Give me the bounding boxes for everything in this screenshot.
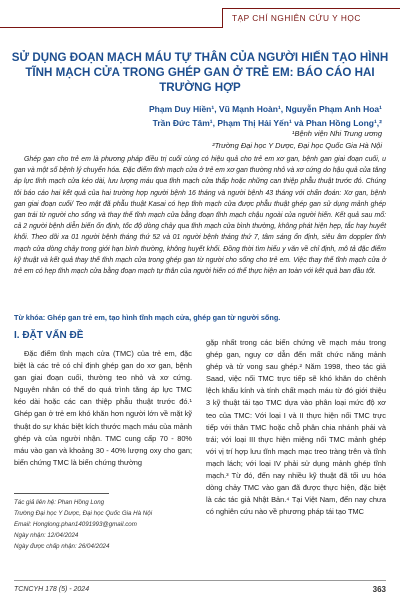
abstract: Ghép gan cho trẻ em là phương pháp điều trị cuối cùng có hiệu quả cho trẻ em xơ gan, bệnh gan giai đoạn cuối, u gan và một số bệnh lý chuyển hóa. Đặc điểm tĩnh mạch cửa ở trẻ em xơ gan thường nhỏ và xơ cứng do hậu quả của tăng áp lực tĩnh mạch cửa kéo dài, lưu lượng máu qua tĩnh mạch cửa thấp hoặc những can thiệp phẫu thuật trước đó. Chúng tôi báo cáo hai kết quả của hai trường hợp người bệnh 16 tháng và người bệnh 43 tháng với chẩn đoán: Xơ gan, bệnh gan giai đoạn cuối/ Teo mật đã phẫu thuật Kasai có hẹp tĩnh mạch cửa được phẫu thuật ghép gan sử dụng mảnh ghép gan trái từ người cho sống và thay thế tĩnh mạch cửa bằng đoạn tĩnh mạch chậu ngoài của người hiến. Kết quả sau mổ: cả 2 người bệnh diễn biến ổn định, tốc độ dòng chảy qua tĩnh mạch cửa bình thường, không phát hiện hẹp, tắc hay huyết khối. Theo dõi xa 01 người bệnh tháng thứ 52 và 01 người bệnh tháng thứ 7, tâm sáng ổn định, siêu âm doppler tĩnh mạch cửa dòng chảy trong giới hạn bình thường, không huyết khối. Đồng thời tìm hiểu y văn về chỉ định, mô tả đặc điểm kỹ thuật và kết quả thay thế tĩnh mạch cửa trong ghép gan từ người cho sống cho trẻ em. Việc thay thế tĩnh mạch cửa ở trẻ em có hẹp tĩnh mạch cửa bằng đoạn mạch tự thân của người hiến có thể thực hiện an toàn với kết quả ban đầu tốt. [14,156,386,276]
body-column-right: gặp nhất trong các biến chứng về mạch máu trong ghép gan, nguy cơ dẫn đến mất chức năng mảnh ghép và tử vong sau ghép.² Năm 1998, theo tác giả Saad, việc nối TMC trực tiếp sẽ khó khăn do chênh lệch khẩu kính và tính chất mạch máu từ đó giới thiệu 3 kỹ thuật tái tạo TMC dựa vào phân loại mức độ xơ teo của TMC: Với loại I và II thực hiện nối TMC trực tiếp với thân TMC hoặc chỗ phân chia nhánh phải và trái; với loại III thực hiện miệng nối TMC mảnh ghép với vị trí hợp lưu tĩnh mạch mạc treo tràng trên và tĩnh mạch lách; với loại IV phải sử dụng mảnh ghép tĩnh mạch.³ Từ đó, đến nay nhiều kỹ thuật đã tối ưu hóa dòng chảy TMC vào gan đã được thực hiện, đặc biệt là các tác giả Nhật Bản.⁴ Tại Việt Nam, đến nay chưa có nghiên cứu nào về phương pháp tái tạo TMC [206,338,386,517]
author-line-2: Trần Đức Tâm¹, Phạm Thị Hải Yến¹ và Phan Hồng Long¹,² [152,118,382,128]
keywords: Từ khóa: Ghép gan trẻ em, tạo hình tĩnh mạch cửa, ghép gan từ người sống. [14,313,281,322]
correspondence-footnote [14,497,194,552]
footnote-received: Ngày nhận: 12/04/2024 [14,532,79,539]
affiliation-2: ²Trường Đại học Y Dược, Đại học Quốc Gia Hà Nội [212,141,382,150]
page-number: 363 [372,585,386,594]
footnote-author: Tác giả liên hệ: Phan Hồng Long [14,499,105,506]
footnote-accepted: Ngày được chấp nhận: 26/04/2024 [14,543,110,550]
article-title: SỬ DỤNG ĐOẠN MẠCH MÁU TỰ THÂN CỦA NGƯỜI HIẾN TẠO HÌNH TĨNH MẠCH CỬA TRONG GHÉP GAN Ở TRẺ EM: BÁO CÁO HAI TRƯỜNG HỢP [11,51,389,94]
section-heading: I. ĐẶT VẤN ĐỀ [14,330,84,341]
author-list [82,102,382,130]
footnote-rule [14,493,109,494]
author-line-1: Phạm Duy Hiền¹, Vũ Mạnh Hoàn¹, Nguyễn Phạm Anh Hoa¹ [149,104,382,114]
footnote-institution: Trường Đại học Y Dược, Đại học Quốc Gia Hà Nội [14,510,153,517]
journal-name: TẠP CHÍ NGHIÊN CỨU Y HỌC [232,13,361,23]
affiliations [82,128,382,152]
affiliation-1: ¹Bệnh viện Nhi Trung ương [291,129,382,138]
footer-rule [14,580,386,581]
journal-header [222,8,400,28]
body-column-left: Đặc điểm tĩnh mạch cửa (TMC) của trẻ em, đặc biệt là các trẻ có chỉ định ghép gan do xơ gan, bệnh gan giai đoạn cuối, thường teo nhỏ và xơ cứng. Nguyên nhân có thể do quá trình tăng áp lực TMC kéo dài hoặc các can thiệp phẫu thuật trước đó.¹ Ghép gan ở trẻ em khó khăn hơn người lớn về mặt kỹ thuật do sự khác biệt kích thước mạch máu của mảnh ghép và của người nhận. TMC cung cấp 70 - 80% máu vào gan và khoảng 30 - 40% lượng oxy cho gan; biến chứng TMC là biến chứng thường [14,349,192,467]
footnote-email: Email: Honglong.phan14091993@gmail.com [14,521,137,528]
footer-journal-issue: TCNCYH 178 (5) - 2024 [14,586,90,593]
